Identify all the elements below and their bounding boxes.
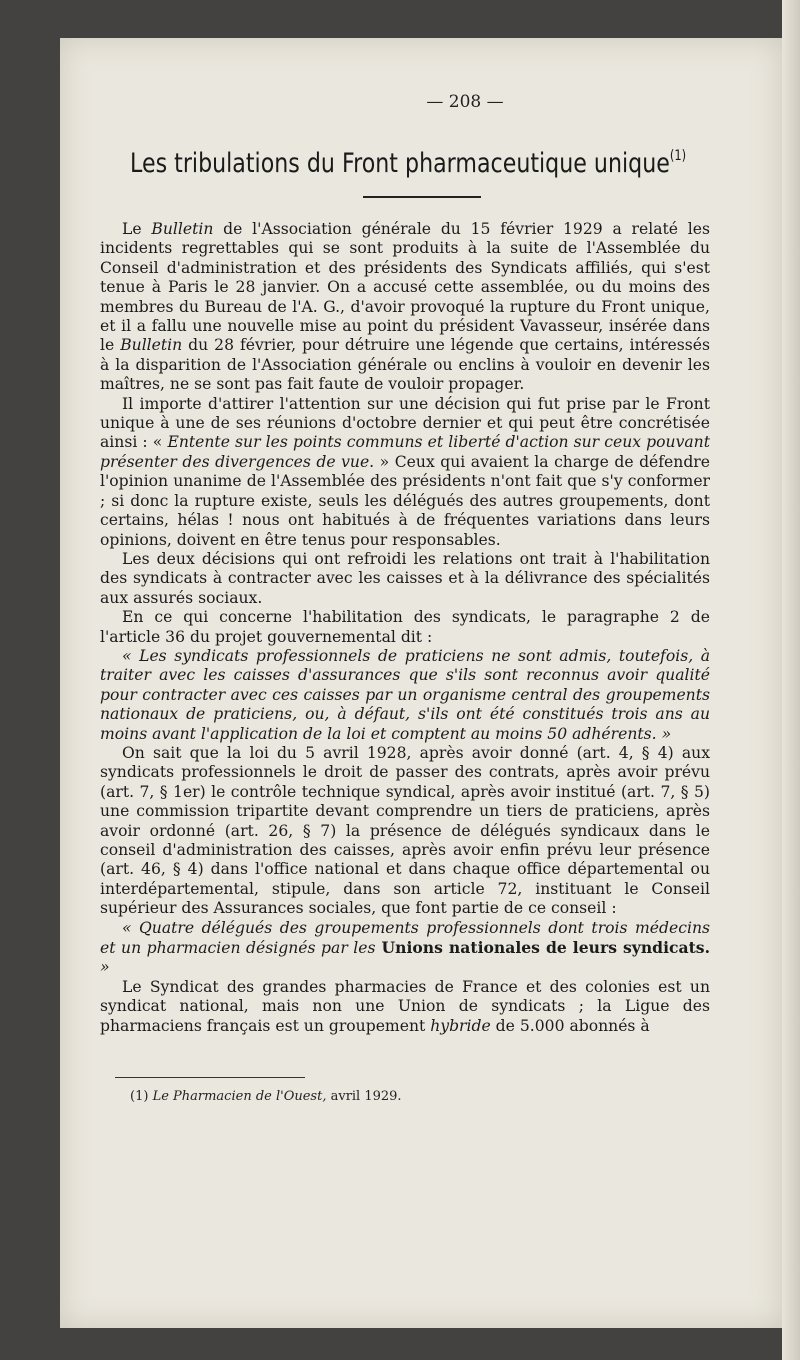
- text-segment: Unions nationales de leurs syndicats.: [375, 938, 711, 958]
- text-segment: Il importe d'attirer l'attention sur une décision qui fut prise par le Front unique à une de ses réunions d'octobre dernier et qui peut être concrétisée ainsi : «: [100, 394, 710, 452]
- paragraph: [100, 608, 710, 647]
- text-segment: Les deux décisions qui ont refroidi les relations ont trait à l'habilitation des syndicats à contracter avec les caisses et à la délivrance des spécialités aux assurés sociaux.: [100, 549, 710, 607]
- text-segment: Les syndicats professionnels de praticiens ne sont admis, toutefois, à traiter avec les caisses d'assurances que s'ils sont reconnus avoir qualité pour contracter avec ces caisses par un organisme central des groupements nationaux de praticiens, ou, à défaut, s'ils ont été constitués trois ans au moins avant l'application de la loi et comptent au moins 50 adhérents.: [100, 646, 710, 743]
- footnote-source: Le Pharmacien de l'Ouest,: [152, 1089, 327, 1104]
- article-body: [100, 220, 710, 1036]
- article-title-text: Les tribulations du Front pharmaceutique unique: [130, 148, 670, 179]
- text-segment: » Ceux qui avaient la charge de défendre l'opinion unanime de l'Assemblée des présidents n'ont fait que s'y conformer ; si donc la rupture existe, seuls les délégués des autres groupements, dont certains, hélas ! nous ont habitués à de fréquentes variations dans leurs opinions, doivent en être tenus pour responsables.: [100, 452, 710, 549]
- text-segment: On sait que la loi du 5 avril 1928, après avoir donné (art. 4, § 4) aux syndicats professionnels le droit de passer des contrats, après avoir prévu (art. 7, § 1er) le contrôle technique syndical, après avoir institué (art. 7, § 5) une commission tripartite devant comprendre un tiers de praticiens, après avoir ordonné (art. 26, § 7) la présence de délégués syndicaux dans le conseil d'administration des caisses, après avoir enfin prévu leur présence (art. 46, § 4) dans l'office national et dans chaque office départemental ou interdépartemental, stipule, dans son article 72, instituant le Conseil supérieur des Assurances sociales, que font partie de ce conseil :: [100, 743, 710, 918]
- paragraph: [100, 978, 710, 1036]
- text-segment: Entente sur les points communs et liberté d'action sur ceux pouvant présenter des divergences de vue.: [100, 433, 710, 471]
- footnote-marker: (1): [130, 1089, 149, 1104]
- text-segment: »: [100, 958, 110, 977]
- text-segment: En ce qui concerne l'habilitation des syndicats, le paragraphe 2 de l'article 36 du projet gouvernemental dit :: [100, 608, 710, 646]
- text-segment: Bulletin: [151, 220, 214, 238]
- text-segment: du 28 février, pour détruire une légende que certains, intéressés à la disparition de l'Association générale ou enclins à vouloir en devenir les maîtres, ne se sont pas fait faute de vouloir propager.: [100, 336, 710, 394]
- quoted-paragraph: [100, 919, 710, 978]
- text-segment: Quatre délégués des groupements professionnels dont trois médecins et un pharmacien désignés par les: [100, 918, 710, 958]
- text-segment: Le: [122, 220, 152, 238]
- article-title: [130, 148, 686, 179]
- text-segment: de l'Association générale du 15 février 1929 a relaté les incidents regrettables qui se sont produits à la suite de l'Assemblée du Conseil d'administration et des présidents des Syndicats affiliés, qui s'est tenue à Paris le 28 janvier. On a accusé cette assemblée, ou du moins des membres du Bureau de l'A. G., d'avoir provoqué la rupture du Front unique, et il a fallu une nouvelle mise au point du président Vavasseur, insérée dans le: [100, 220, 710, 355]
- text-segment: de 5.000 abonnés à: [490, 1016, 650, 1035]
- title-footnote-marker: (1): [669, 148, 687, 164]
- text-segment: «: [122, 646, 140, 665]
- quoted-paragraph: [100, 647, 710, 744]
- next-page-edge: [782, 0, 800, 1360]
- title-divider: [363, 196, 481, 198]
- footnote-date: avril 1929.: [330, 1089, 402, 1104]
- paragraph: [100, 395, 710, 550]
- paragraph: [100, 744, 710, 919]
- footnote: [130, 1089, 402, 1104]
- text-segment: Le Syndicat des grandes pharmacies de France et des colonies est un syndicat national, mais non une Union de syndicats ; la Ligue des pharmaciens français est un groupement: [100, 977, 710, 1035]
- paragraph: [100, 220, 710, 395]
- text-segment: hybride: [430, 1016, 491, 1035]
- text-segment: »: [656, 724, 672, 743]
- paragraph: [100, 550, 710, 608]
- page-number: — 208 —: [426, 92, 504, 112]
- footnote-divider: [115, 1077, 305, 1078]
- text-segment: Bulletin: [120, 336, 183, 355]
- text-segment: «: [122, 918, 140, 937]
